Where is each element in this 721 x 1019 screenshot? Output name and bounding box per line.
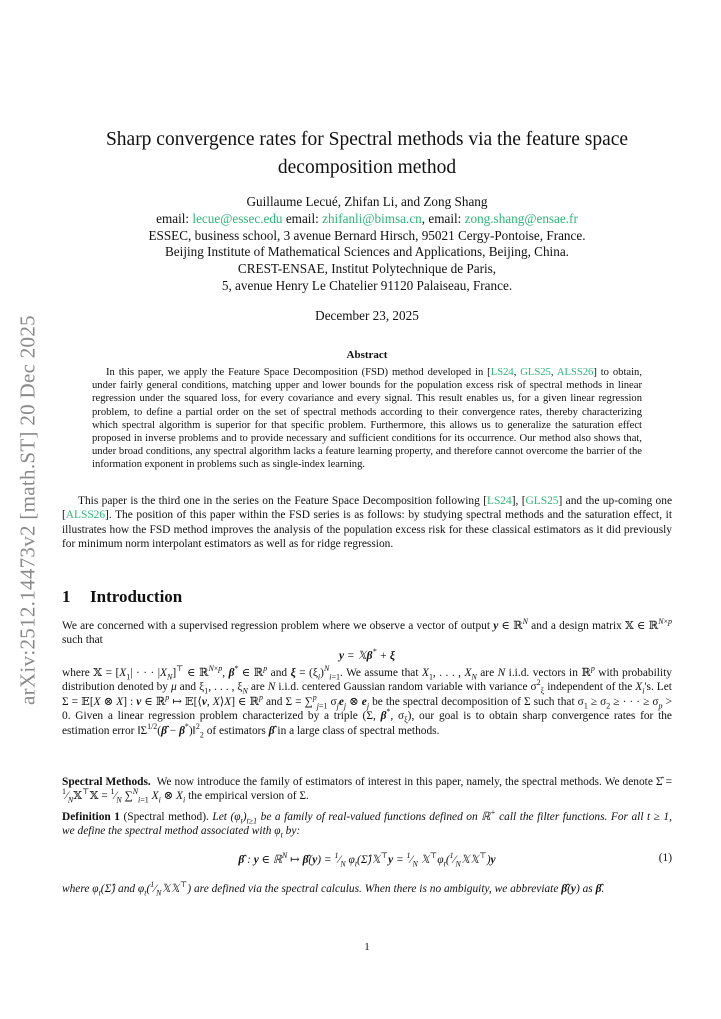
arxiv-id: arXiv:2512.14473v2 [math.ST] 20 Dec 2025 [15,315,40,705]
citation-link[interactable]: LS24 [487,495,512,507]
email-line: email: lecue@essec.edu email: zhifanli@bimsa.cn, email: zong.shang@ensae.fr [156,210,578,226]
arxiv-sidebar-stamp [8,285,48,735]
paper-date: December 23, 2025 [315,308,419,323]
paragraph-assumptions: where 𝕏 = [$X_1|$ · · · $|X_N]^⊤$ ∈ ℝ$^{N\times p}$, β* ∈ ℝ$^p$ and $\xi = (\xi_i)^N_{i=1}$. We assume that $X_1$, . . . , $X_N$ are N i.i.d. vectors in ℝ$^p$ with probability distribution denoted by μ and $\xi_1$, . . . , $\xi_N$ are N i.i.d. centered Gaussian random variable with variance $\sigma^2_\xi$ independent of the $X_i's$. Let Σ = 𝔼[X ⊗ X] : v ∈ ℝ$^p$ ↦ 𝔼[⟨v, X⟩X] ∈ ℝ$^p$ and Σ = ∑$^p_{j=1}$ $\sigma_je_j$ ⊗ $e_j$ be the spectral decomposition of Σ such that $\sigma_1 \ge \sigma_2$ ≥ · · · ≥ $\sigma_p > 0$. Given a linear regression problem characterized by a triple (Σ, β*, $\sigma_\xi$), our goal is to obtain sharp convergence rates for the estimation error $‖\Sigma^{1/2}(\betâ$ − β*)‖$^2_2$ of estimators β̂ in a large class of spectral methods. [62,664,672,739]
paragraph-spectral-methods: Spectral Methods. We now introduce the family of estimators of interest in this paper, namely, the spectral methods. We denote Σ̂ = $^1⁄_N𝕏^⊤𝕏$ = $^1⁄_N$ ∑$^N_{i=1}$ $X_i$ ⊗ $X_i$ the empirical version of Σ. [62,776,672,805]
author-block [62,194,672,295]
intro-paragraph: This paper is the third one in the series on the Feature Space Decomposition following [LS24], [GLS25] and the up-coming one [ALSS26]. The position of this paper within the FSD series is as follows: by studying spectral methods and the saturation effect, it illustrates how the FSD method improves the analysis of the population excess risk for these classical estimators as it did previously for minimum norm interpolant estimators as well as for ridge regression. [62,495,673,551]
email-link-lecue[interactable]: lecue@essec.edu [192,210,283,226]
model-equation: y = 𝕏β* + ξ [339,647,395,662]
citation-link[interactable]: ALSS26 [65,509,106,522]
citation-link[interactable]: ALSS26 [556,367,594,378]
citation-link[interactable]: GLS25 [520,367,551,378]
email-link-shang[interactable]: zong.shang@ensae.fr [464,210,578,226]
affiliation-bimsa: Beijing Institute of Mathematical Sciences and Applications, Beijing, China. [165,244,569,260]
paragraph-spectral-calculus: where $\varphi_t(\Sigmâ)$ and $\varphi_t(^1⁄_N𝕏𝕏^⊤)$ are defined via the spectral calculus. When there is no ambiguity, we abbreviate β̂(y) as β̂. [62,880,605,898]
citation-link[interactable]: GLS25 [525,495,559,507]
affiliation-essec: ESSEC, business school, 3 avenue Bernard Hirsch, 95021 Cergy-Pontoise, France. [148,227,586,243]
definition-spectral-method: Definition 1 (Spectral method). Let $(\varphi_t)_{t\ge 1}$ be a family of real-valued functions defined on ℝ+ call the filter functions. For all t ≥ 1, we define the spectral method associated with $\varphi_t$ by: [62,808,672,840]
paragraph-setup: We are concerned with a supervised regression problem where we observe a vector of output y ∈ ℝ$^N$ and a design matrix 𝕏 ∈ ℝ$^{N\times p}$ such that [62,617,672,647]
affiliation-address: 5, avenue Henry Le Chatelier 91120 Palaiseau, France. [221,277,513,293]
abstract-body: In this paper, we apply the Feature Space Decomposition (FSD) method developed in [LS24, GLS25, ALSS26] to obtain, under fairly general conditions, matching upper and lower bounds for the population excess risk of spectral methods in linear regression under the squared loss, for every covariance and every signal. This result enables us, for a given linear regression problem, to define a partial order on the set of spectral methods according to their convergence rates, thereby characterizing which spectral algorithm is superior for that specific problem. Furthermore, this allows us to generalize the saturation effect proposed in inverse problems and to provide necessary and sufficient conditions for its occurrence. Our method also shows that, under broad conditions, any spectral algorithm lacks a feature learning property, and therefore cannot overcome the barrier of the information exponent in problems such as single-index learning. [92,367,642,471]
paper-title: Sharp convergence rates for Spectral methods via the feature space decomposition method [105,129,629,178]
citation-link[interactable]: LS24 [490,367,514,378]
abstract-heading: Abstract [346,349,388,361]
email-link-li[interactable]: zhifanli@bimsa.cn [322,210,422,226]
section-heading-introduction: 1 Introduction [62,587,183,606]
equation-number: (1) [658,852,672,864]
affiliation-crest: CREST-ENSAE, Institut Polytechnique de Paris, [237,261,497,277]
page-number: 1 [364,941,370,953]
author-names: Guillaume Lecué, Zhifan Li, and Zong Shang [246,194,488,209]
